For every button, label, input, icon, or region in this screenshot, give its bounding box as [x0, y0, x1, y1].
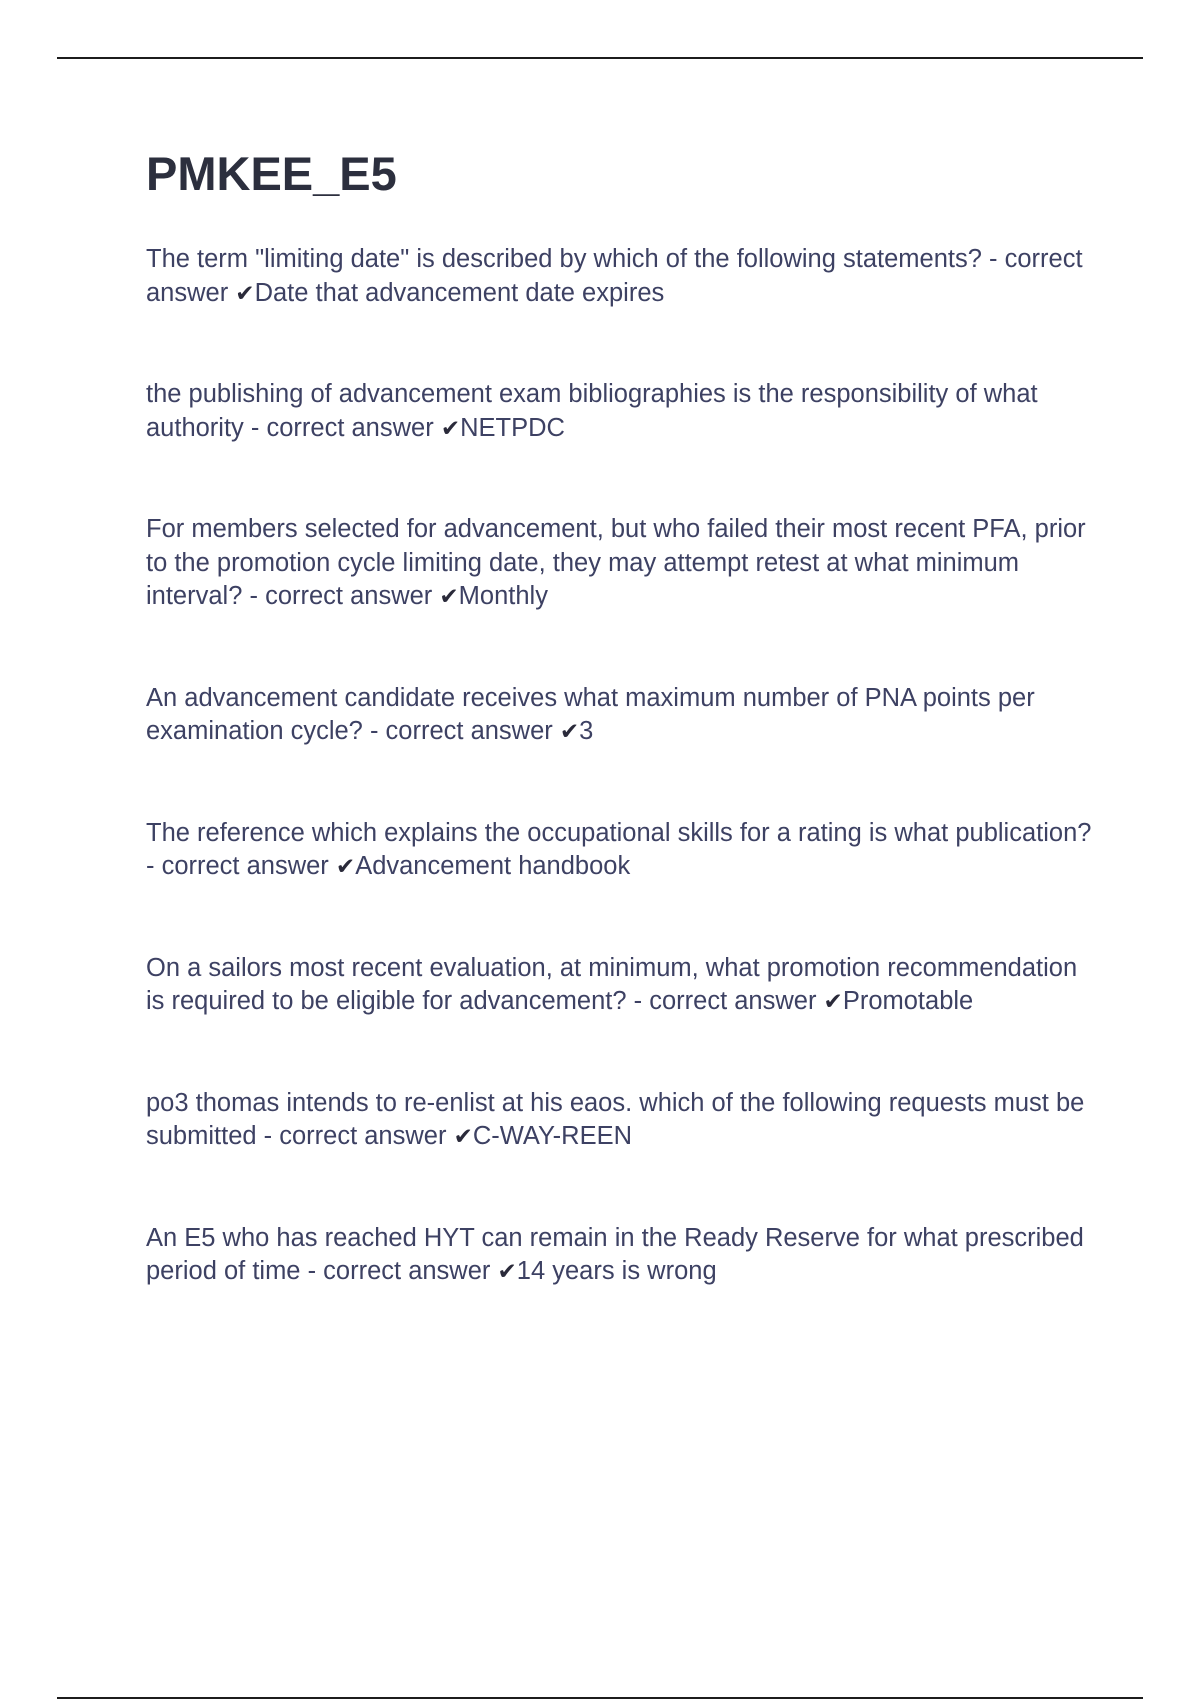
answer-text: Advancement handbook	[355, 852, 631, 880]
question-text: For members selected for advancement, but who failed their most recent PFA, prior to the promotion cycle limiting date, they may attempt retest at what minimum interval?	[146, 515, 1086, 610]
separator: -	[362, 717, 386, 745]
top-rule	[57, 57, 1143, 59]
qa-item	[146, 952, 1096, 1020]
checkmark-icon: ✔	[439, 584, 459, 610]
qa-item	[146, 243, 1096, 311]
separator: -	[300, 1257, 324, 1285]
answer-text: Date that advancement date expires	[254, 278, 665, 307]
answer-label: correct answer	[649, 987, 817, 1015]
checkmark-icon: ✔	[453, 1124, 473, 1150]
answer-text: Monthly	[458, 582, 548, 610]
qa-item	[146, 682, 1096, 750]
qa-item	[146, 513, 1096, 615]
document-title: PMKEE_E5	[146, 147, 397, 200]
qa-item	[146, 817, 1096, 885]
question-text: The reference which explains the occupational skills for a rating is what publication?	[146, 818, 1092, 847]
answer-text: NETPDC	[460, 413, 565, 442]
question-text: An E5 who has reached HYT can remain in the Ready Reserve for what prescribed period of time	[146, 1223, 1084, 1285]
document-body	[146, 148, 1096, 1357]
answer-label: correct answer	[385, 717, 553, 745]
question-text: On a sailors most recent evaluation, at minimum, what promotion recommendation is required to be eligible for advancement?	[146, 953, 1078, 1015]
answer-text: C-WAY-REEN	[472, 1122, 632, 1150]
separator: -	[243, 413, 267, 442]
checkmark-icon: ✔	[235, 280, 255, 307]
answer-text: 14 years is wrong	[516, 1257, 717, 1285]
separator: -	[242, 582, 266, 610]
separator: -	[981, 245, 1005, 273]
qa-item	[146, 1222, 1096, 1290]
question-text: The term "limiting date" is described by which of the following statements?	[146, 245, 982, 273]
question-text: po3 thomas intends to re-enlist at his eaos. which of the following requests must be submitted	[146, 1088, 1085, 1150]
question-text: An advancement candidate receives what maximum number of PNA points per examination cycle?	[146, 683, 1035, 745]
answer-text: Promotable	[842, 987, 974, 1015]
qa-item	[146, 1087, 1096, 1155]
bottom-rule	[57, 1697, 1143, 1699]
separator: -	[256, 1122, 280, 1150]
answer-text: 3	[579, 717, 594, 745]
answer-label: correct answer	[323, 1257, 491, 1285]
answer-label: correct answer	[279, 1122, 447, 1150]
answer-label: correct answer	[266, 413, 434, 442]
checkmark-icon: ✔	[823, 989, 843, 1015]
separator: -	[146, 852, 162, 880]
checkmark-icon: ✔	[497, 1259, 517, 1285]
qa-list	[146, 243, 1096, 1290]
checkmark-icon: ✔	[559, 719, 580, 745]
checkmark-icon: ✔	[440, 415, 461, 442]
checkmark-icon: ✔	[335, 854, 356, 880]
separator: -	[626, 987, 650, 1015]
answer-label: correct answer	[161, 852, 329, 880]
qa-item	[146, 378, 1096, 446]
question-text: the publishing of advancement exam bibliographies is the responsibility of what authority	[146, 380, 1038, 442]
answer-label: correct answer	[265, 582, 433, 610]
answer-label: correct answer	[146, 245, 1083, 307]
